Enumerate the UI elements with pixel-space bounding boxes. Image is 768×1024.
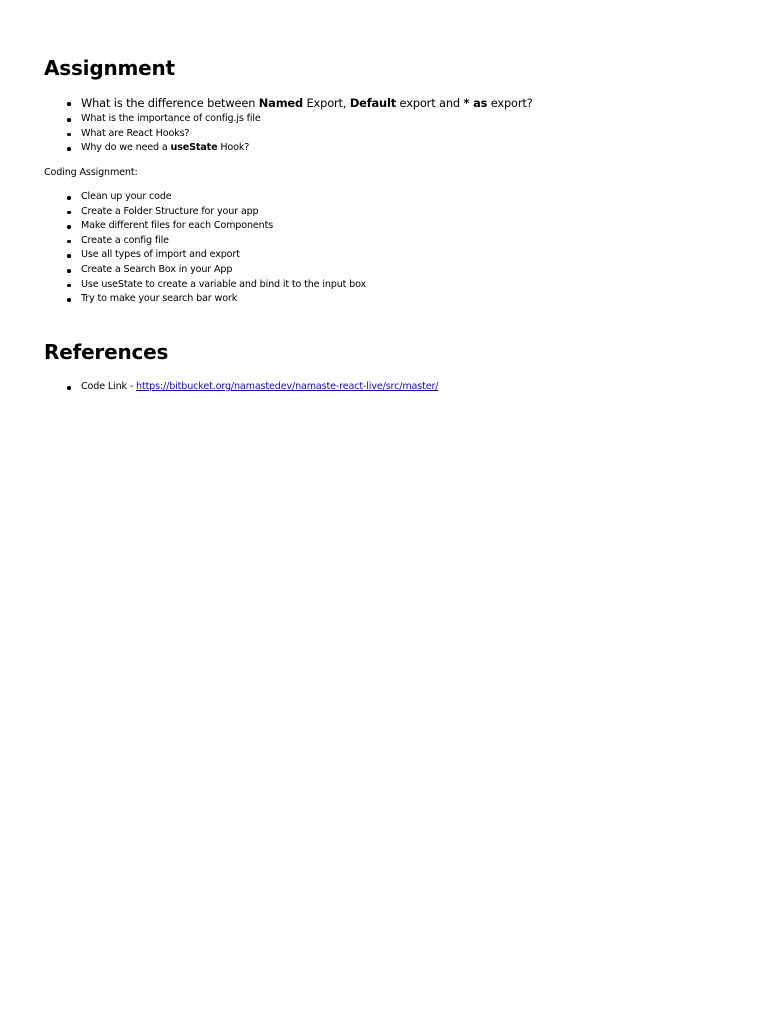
question-text: What is the importance of config.js file bbox=[81, 113, 261, 124]
question-text: Export, bbox=[303, 96, 350, 110]
list-item-import-export: Use all types of import and export bbox=[66, 248, 366, 263]
list-item-question-config-file bbox=[66, 112, 533, 127]
usestate-keyword: useState bbox=[170, 142, 218, 154]
coding-assignment-label: Coding Assignment: bbox=[44, 167, 138, 178]
list-item-folder-structure: Create a Folder Structure for your app bbox=[66, 205, 366, 220]
question-text: Why do we need a bbox=[81, 142, 171, 154]
named-keyword: Named bbox=[258, 96, 304, 110]
questions-list bbox=[66, 95, 533, 156]
code-link[interactable]: https://bitbucket.org/namastedev/namaste-react-live/src/master/ bbox=[136, 381, 439, 392]
list-item-question-named-default-export bbox=[66, 95, 533, 112]
list-item-config-file: Create a config file bbox=[66, 234, 366, 249]
list-item-search-box: Create a Search Box in your App bbox=[66, 263, 366, 278]
list-item-question-react-hooks bbox=[66, 127, 533, 142]
question-text: What is the difference between bbox=[81, 96, 259, 110]
list-item-question-usestate bbox=[66, 141, 533, 156]
list-item-clean-up-code: Clean up your code bbox=[66, 190, 366, 205]
coding-assignment-list bbox=[66, 190, 366, 307]
list-item-usestate-input: Use useState to create a variable and bind it to the input box bbox=[66, 278, 366, 293]
list-item-component-files: Make different files for each Components bbox=[66, 219, 366, 234]
code-link-label: Code Link - bbox=[81, 381, 137, 392]
question-text: export? bbox=[487, 96, 533, 110]
references-list bbox=[66, 380, 438, 395]
question-text: What are React Hooks? bbox=[81, 127, 190, 139]
list-item-search-bar-work: Try to make your search bar work bbox=[66, 292, 366, 307]
default-keyword: Default bbox=[349, 96, 397, 110]
question-text: Hook? bbox=[217, 142, 250, 154]
question-text: export and bbox=[396, 96, 464, 110]
star-as-keyword: * as bbox=[463, 96, 488, 110]
references-heading: References bbox=[44, 340, 169, 364]
assignment-heading: Assignment bbox=[44, 56, 175, 80]
list-item-code-link bbox=[66, 380, 438, 395]
